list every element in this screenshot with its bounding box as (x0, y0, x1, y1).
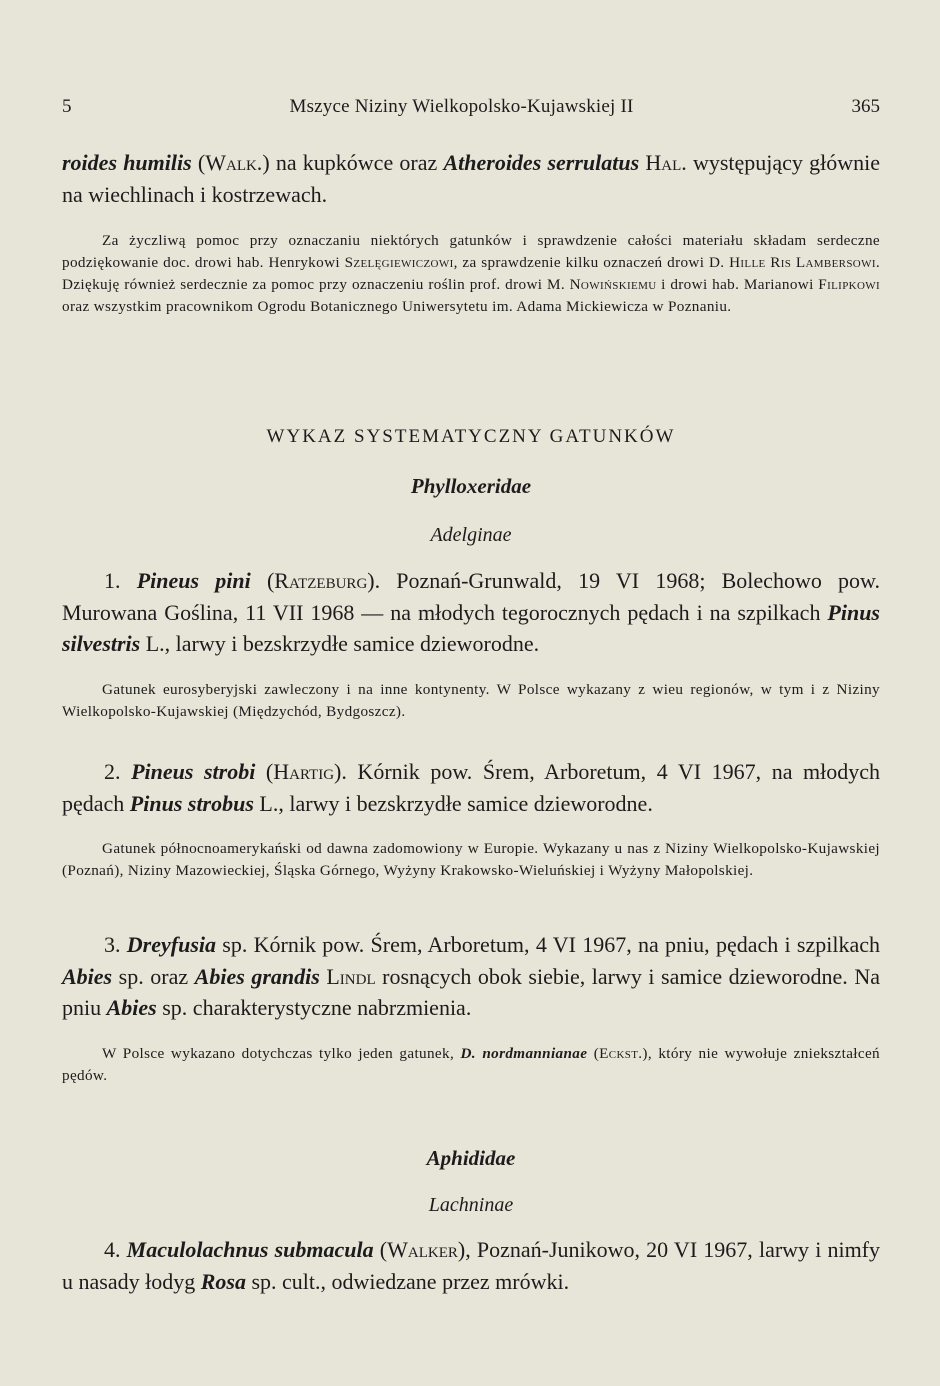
text: W Polsce wykazano dotychczas tylko jeden gatunek, (102, 1045, 461, 1062)
author-name: Hal. (645, 150, 687, 175)
text: . Dziękuję również serdecznie za pomoc przy oznaczeniu roślin prof. drowi M. (62, 254, 880, 293)
text: sp. Kórnik pow. Śrem, Arboretum, 4 VI 1967, na pniu, pędach i szpilkach (216, 932, 881, 957)
text: Za życzliwą pomoc przy oznaczaniu niektórych gatunków i sprawdzenie całości materiału składam serdeczne podziękowanie doc. drowi hab. Henrykowi (62, 232, 880, 271)
text: , za sprawdzenie kilku oznaczeń drowi D. (453, 254, 730, 271)
author-name: Walker (387, 1237, 458, 1262)
species-name: Pineus strobi (131, 759, 256, 784)
species-name: Abies (106, 995, 157, 1020)
species-name: Abies (62, 963, 113, 989)
species-name: Dreyfusia (126, 932, 217, 957)
text: występujący głównie na wiechlinach i kostrzewach. (62, 150, 881, 207)
species-name: D. nordmannianae (460, 1045, 588, 1062)
person-name: Filipkowi (818, 276, 880, 293)
section-heading: WYKAZ SYSTEMATYCZNY GATUNKÓW (266, 426, 676, 447)
text: Gatunek północnoamerykański od dawna zadomowiony w Europie. Wykazany u nas z Niziny Wielkopolsko-Kujawskiej (Poznań), Niziny Mazowieckiej, Śląska Górnego, Wyżyny Krakowsko-Wieluńskiej i Wyżyny Małopolskiej. (62, 840, 880, 879)
species-name: Atheroides serrulatus (443, 150, 640, 175)
text: ). Kórnik pow. Śrem, Arboretum, 4 VI 1967, na młodych pędach (62, 759, 881, 816)
note-3 (62, 1043, 880, 1087)
running-title: Mszyce Niziny Wielkopolsko-Kujawskiej II (289, 96, 634, 117)
species-name: Pinus silvestris (62, 599, 880, 656)
species-name: Rosa (200, 1268, 246, 1294)
person-name: Szelęgiewiczowi (344, 254, 454, 271)
acknowledgements-paragraph (62, 230, 880, 318)
species-entry-4 (62, 1234, 880, 1297)
page-number: 365 (851, 96, 880, 117)
text: Gatunek eurosyberyjski zawleczony i na inne kontynenty. W Polsce wykazany z wieu regionów, w tym i z Niziny Wielkopolsko-Kujawskiej (Międzychód, Bydgoszcz). (62, 681, 880, 720)
author-name: Walk. (205, 150, 263, 175)
note-1 (62, 679, 880, 723)
entry-number: 2. (104, 759, 121, 784)
species-name: Maculolachnus submacula (126, 1237, 374, 1262)
text: ( (255, 759, 274, 784)
family-heading: Aphididae (426, 1146, 516, 1170)
species-name: Pineus pini (136, 568, 251, 593)
subfamily-heading: Adelginae (430, 524, 512, 546)
page-left-number: 5 (62, 96, 72, 117)
text: sp. charakterystyczne nabrzmienia. (156, 995, 472, 1020)
subfamily-heading: Lachninae (428, 1194, 514, 1216)
person-name: Hille Ris Lambersowi (729, 254, 876, 271)
text: sp. oraz (112, 963, 195, 989)
author-name: Hartig (273, 759, 335, 784)
text: L., larwy i bezskrzydłe samice dzieworodne. (253, 790, 653, 816)
author-name: Ratzeburg (274, 568, 368, 593)
species-name: Pinus strobus (129, 790, 254, 816)
page-header (62, 96, 880, 118)
text: sp. cult., odwiedzane przez mrówki. (245, 1268, 570, 1294)
text: rosnących obok siebie, larwy i samice dzieworodne. Na pniu (62, 963, 880, 1020)
person-name: Nowińskiemu (569, 276, 657, 293)
text: oraz wszystkim pracownikom Ogrodu Botanicznego Uniwersytetu im. Adama Mickiewicza w Poznaniu. (62, 298, 732, 315)
entry-number: 3. (104, 932, 121, 957)
species-entry-3 (62, 929, 880, 1024)
species-name: roides humilis (62, 150, 192, 175)
text: ( (587, 1045, 600, 1062)
text: ), Poznań-Junikowo, 20 VI 1967, larwy i nimfy u nasady łodyg (62, 1237, 881, 1294)
text: ) na kupkówce oraz (262, 150, 444, 175)
family-heading: Phylloxeridae (410, 474, 532, 498)
species-entry-2 (62, 756, 880, 819)
continued-paragraph (62, 147, 880, 210)
note-2 (62, 838, 880, 882)
text: ). Poznań-Grunwald, 19 VI 1968; Bolechowo pow. Murowana Goślina, 11 VII 1968 — na młodych tegorocznych pędach i na szpilkach (62, 568, 880, 625)
text: ), który nie wywołuje zniekształceń pędów. (62, 1045, 880, 1084)
species-entry-1 (62, 565, 880, 660)
text: ( (250, 568, 275, 593)
species-name: Abies grandis (194, 963, 320, 989)
entry-number: 4. (104, 1237, 121, 1262)
author-name: Lindl (326, 963, 376, 989)
entry-number: 1. (104, 568, 121, 593)
text: i drowi hab. Marianowi (656, 276, 819, 293)
author-name: Eckst. (599, 1045, 643, 1062)
text: ( (191, 150, 206, 175)
text: L., larwy i bezskrzydłe samice dzieworodne. (140, 631, 540, 656)
text: ( (373, 1237, 388, 1262)
